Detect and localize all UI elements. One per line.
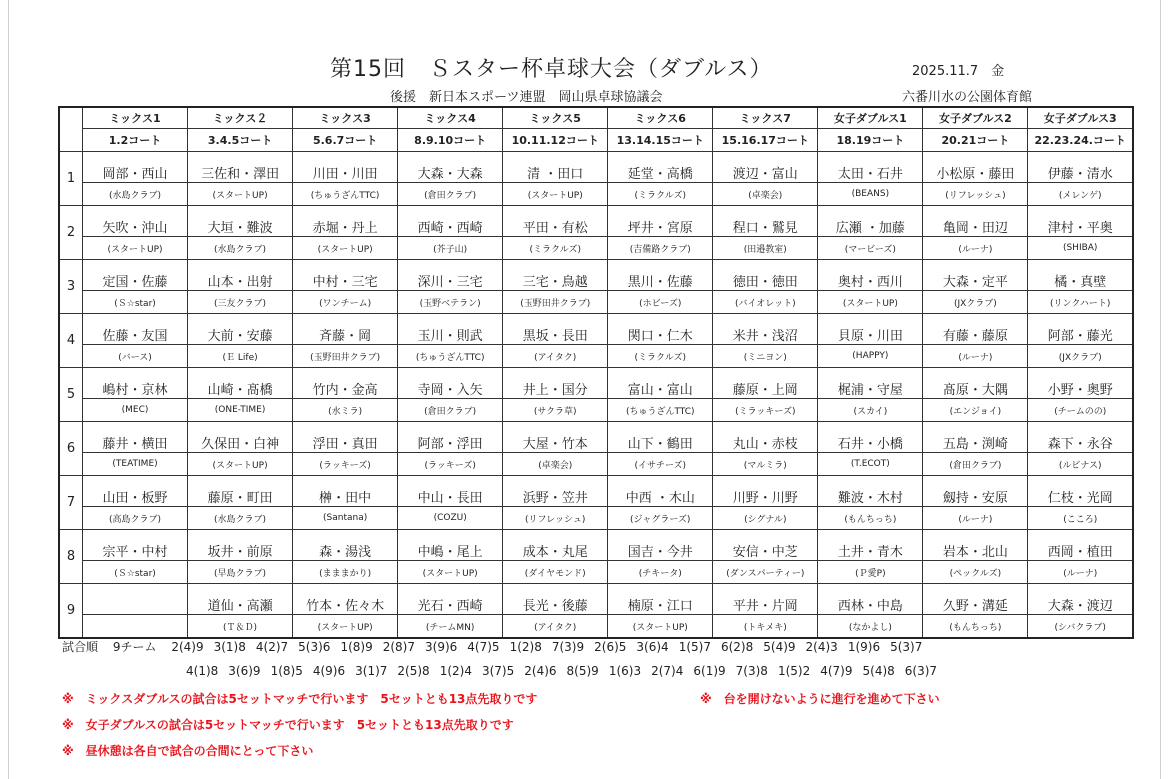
pair-names: 橘・真壁: [1028, 260, 1133, 291]
pair-names: 赤堀・丹上: [293, 206, 398, 237]
club-name: (Ｓ☆star): [83, 291, 188, 314]
match-order-item: 3(6)9: [228, 664, 261, 678]
court-header: 8.9.10コート: [398, 129, 503, 152]
pair-names: 玉川・則武: [398, 314, 503, 345]
schedule-table: [58, 106, 1134, 639]
club-name: (チキータ): [608, 561, 713, 584]
pair-names: [83, 584, 188, 615]
club-name: (まままかり): [293, 561, 398, 584]
pair-names: 山本・出射: [188, 260, 293, 291]
club-name: (ミラクルズ): [608, 345, 713, 368]
club-name: (ホビーズ): [608, 291, 713, 314]
pair-names: 道仙・高瀬: [188, 584, 293, 615]
pair-names: 浜野・笠井: [503, 476, 608, 507]
club-name: (倉田クラブ): [923, 453, 1028, 476]
club-name: (スタートUP): [188, 453, 293, 476]
club-name: (なかよし): [818, 615, 923, 639]
pair-names: 中村・三宅: [293, 260, 398, 291]
row-number: 4: [59, 314, 83, 368]
club-name: (スタートUP): [293, 615, 398, 639]
pair-names: 長光・後藤: [503, 584, 608, 615]
pair-names: 難波・木村: [818, 476, 923, 507]
pair-names: 丸山・赤枝: [713, 422, 818, 453]
category-header: ミックス7: [713, 107, 818, 129]
club-name: (田邉教室): [713, 237, 818, 260]
pair-names: 森下・永谷: [1028, 422, 1133, 453]
club-name: (Ｔ＆Ｄ): [188, 615, 293, 639]
match-order-item: 4(9)6: [312, 664, 346, 678]
pair-names: 斉藤・岡: [293, 314, 398, 345]
court-header: 10.11.12コート: [503, 129, 608, 152]
club-name: (吉備路クラブ): [608, 237, 713, 260]
club-names-row: [59, 237, 1133, 260]
pair-names: 程口・鷲見: [713, 206, 818, 237]
club-name: (倉田クラブ): [398, 183, 503, 206]
match-order-item: 1(5)2: [777, 664, 811, 678]
match-order-item: 5(4)9: [763, 640, 796, 654]
category-header: ミックス6: [608, 107, 713, 129]
category-header: ミックス4: [398, 107, 503, 129]
pair-names: 楠原・江口: [608, 584, 713, 615]
pair-names: 中嶋・尾上: [398, 530, 503, 561]
club-name: (ちゅうざんTTC): [398, 345, 503, 368]
pair-names: 西林・中島: [818, 584, 923, 615]
club-name: (Ｐ愛P): [818, 561, 923, 584]
pair-names: 久保田・白神: [188, 422, 293, 453]
match-order-item: 8(5)9: [566, 664, 599, 678]
pair-names-row: [59, 584, 1133, 615]
court-header: 5.6.7コート: [293, 129, 398, 152]
match-order-item: 3(7)5: [481, 664, 515, 678]
club-name: (エンジョイ): [923, 399, 1028, 422]
pair-names: 西岡・植田: [1028, 530, 1133, 561]
row-number: 5: [59, 368, 83, 422]
match-order-item: 5(3)7: [890, 640, 923, 654]
club-names-row: [59, 345, 1133, 368]
pair-names: 津村・平奥: [1028, 206, 1133, 237]
club-name: (玉野田井クラブ): [293, 345, 398, 368]
match-order-item: 2(4)9: [171, 640, 204, 654]
row-number: 9: [59, 584, 83, 639]
club-name: (シバクラブ): [1028, 615, 1133, 639]
schedule-body: [59, 152, 1133, 639]
club-name: (スタートUP): [503, 183, 608, 206]
club-name: (ラッキーズ): [293, 453, 398, 476]
pair-names: 清 ・田口: [503, 152, 608, 183]
pair-names: 梶浦・守屋: [818, 368, 923, 399]
club-name: (サクラ草): [503, 399, 608, 422]
pair-names-row: [59, 476, 1133, 507]
match-order-item: 6(2)8: [720, 640, 754, 654]
row-number: 3: [59, 260, 83, 314]
club-name: (高島クラブ): [83, 507, 188, 530]
category-header: ミックス3: [293, 107, 398, 129]
page-edge-left: [8, 0, 9, 779]
club-name: (SHIBA): [1028, 237, 1133, 260]
pair-names: 佐藤・友国: [83, 314, 188, 345]
club-name: (ルーナ): [923, 345, 1028, 368]
pair-names: 嶋村・京林: [83, 368, 188, 399]
club-name: (玉野田井クラブ): [503, 291, 608, 314]
note-womens: ※ 女子ダブルスの試合は5セットマッチで行います 5セットとも13点先取りです: [62, 718, 514, 732]
pair-names: 伊藤・清水: [1028, 152, 1133, 183]
pair-names: 森・湯浅: [293, 530, 398, 561]
club-name: (スタートUP): [293, 237, 398, 260]
match-order-label: 試合順: [62, 640, 99, 654]
club-name: (ミラクルズ): [503, 237, 608, 260]
club-name: (ちゅうざんTTC): [608, 399, 713, 422]
club-name: (卓楽会): [713, 183, 818, 206]
pair-names: 平井・片岡: [713, 584, 818, 615]
club-name: (リフレッシュ): [923, 183, 1028, 206]
pair-names: 宗平・中村: [83, 530, 188, 561]
club-name: (ペックルズ): [923, 561, 1028, 584]
pair-names-row: [59, 314, 1133, 345]
pair-names-row: [59, 206, 1133, 237]
match-order-line-1: [62, 638, 942, 655]
club-name: (ダンスパーティー): [713, 561, 818, 584]
club-name: (ダイヤモンド): [503, 561, 608, 584]
court-header: 20.21コート: [923, 129, 1028, 152]
pair-names: 久野・溝延: [923, 584, 1028, 615]
club-name: (水島クラブ): [83, 183, 188, 206]
court-header-row: [59, 129, 1133, 152]
match-order-item: 2(6)5: [594, 640, 627, 654]
category-header-row: [59, 107, 1133, 129]
pair-names: 大前・安藤: [188, 314, 293, 345]
pair-names: 寺岡・入矢: [398, 368, 503, 399]
club-name: (HAPPY): [818, 345, 923, 368]
club-names-row: [59, 291, 1133, 314]
pair-names: 定国・佐藤: [83, 260, 188, 291]
note-lunch: ※ 昼休憩は各自で試合の合間にとって下さい: [62, 744, 314, 758]
pair-names: 坂井・前原: [188, 530, 293, 561]
pair-names: 西崎・西崎: [398, 206, 503, 237]
match-order-item: 1(2)4: [439, 664, 472, 678]
page-title: 第15回 Ｓスター杯卓球大会（ダブルス）: [330, 57, 773, 82]
club-name: (アイタク): [503, 345, 608, 368]
pair-names: 徳田・徳田: [713, 260, 818, 291]
pair-names: 石井・小橋: [818, 422, 923, 453]
pair-names: 劔持・安原: [923, 476, 1028, 507]
pair-names: 大森・定平: [923, 260, 1028, 291]
pair-names-row: [59, 530, 1133, 561]
pair-names: 川野・川野: [713, 476, 818, 507]
club-name: (ミラクルズ): [608, 183, 713, 206]
club-name: (早島クラブ): [188, 561, 293, 584]
club-name: (スタートUP): [188, 183, 293, 206]
match-order-list-2: [186, 664, 947, 678]
pair-names: 成本・丸尾: [503, 530, 608, 561]
pair-names: 藤原・上岡: [713, 368, 818, 399]
club-name: (チームのの): [1028, 399, 1133, 422]
club-name: (スタートUP): [608, 615, 713, 639]
category-header: 女子ダブルス2: [923, 107, 1028, 129]
club-name: (ラッキーズ): [398, 453, 503, 476]
pair-names: 阿部・藤光: [1028, 314, 1133, 345]
match-order-item: 4(2)7: [255, 640, 289, 654]
court-header: 18.19コート: [818, 129, 923, 152]
match-order-item: 4(1)8: [186, 664, 219, 678]
club-name: (Santana): [293, 507, 398, 530]
pair-names: 国吉・今井: [608, 530, 713, 561]
pair-names: 安信・中芝: [713, 530, 818, 561]
pair-names: 延堂・高橋: [608, 152, 713, 183]
club-name: (マルミラ): [713, 453, 818, 476]
category-header: 女子ダブルス3: [1028, 107, 1133, 129]
category-header: ミックス２: [188, 107, 293, 129]
club-name: (スカイ): [818, 399, 923, 422]
pair-names: 山田・板野: [83, 476, 188, 507]
pair-names: 矢吹・沖山: [83, 206, 188, 237]
club-name: (Ｅ Life): [188, 345, 293, 368]
match-order-item: 3(1)8: [213, 640, 246, 654]
match-order-item: 2(8)7: [382, 640, 415, 654]
match-order-item: 3(1)7: [355, 664, 388, 678]
match-order-item: 1(9)6: [847, 640, 881, 654]
club-name: (ルーナ): [923, 507, 1028, 530]
court-header: 1.2コート: [83, 129, 188, 152]
club-name: (水島クラブ): [188, 237, 293, 260]
club-name: (BEANS): [818, 183, 923, 206]
pair-names: 岩本・北山: [923, 530, 1028, 561]
match-order-item: 3(9)6: [425, 640, 458, 654]
club-name: (JXクラブ): [1028, 345, 1133, 368]
category-header: ミックス5: [503, 107, 608, 129]
pair-names: 三宅・鳥越: [503, 260, 608, 291]
pair-names: 山下・鶴田: [608, 422, 713, 453]
row-number: 2: [59, 206, 83, 260]
pair-names: 関口・仁木: [608, 314, 713, 345]
club-name: (MEC): [83, 399, 188, 422]
pair-names: 岡部・西山: [83, 152, 188, 183]
club-name: (JXクラブ): [923, 291, 1028, 314]
pair-names: 米井・浅沼: [713, 314, 818, 345]
pair-names: 三佐和・澤田: [188, 152, 293, 183]
match-order-item: 1(6)3: [608, 664, 642, 678]
club-name: (ちゅうざんTTC): [293, 183, 398, 206]
club-name: (COZU): [398, 507, 503, 530]
club-name: (Ｓ☆star): [83, 561, 188, 584]
match-order-teams: 9チーム: [112, 640, 157, 654]
venue: 六番川水の公園体育館: [902, 90, 1033, 105]
club-name: (玉野ベテラン): [398, 291, 503, 314]
club-name: (ONE-TIME): [188, 399, 293, 422]
match-order-item: 6(3)7: [904, 664, 938, 678]
match-order-item: 2(4)6: [524, 664, 557, 678]
pair-names-row: [59, 368, 1133, 399]
club-name: (ルーナ): [1028, 561, 1133, 584]
club-name: (もんちっち): [923, 615, 1028, 639]
club-name: (水島クラブ): [188, 507, 293, 530]
match-order-item: 5(3)6: [298, 640, 331, 654]
match-order-item: 1(8)9: [340, 640, 373, 654]
pair-names: 富山・富山: [608, 368, 713, 399]
club-name: (リフレッシュ): [503, 507, 608, 530]
pair-names: 大垣・難波: [188, 206, 293, 237]
pair-names: 深川・三宅: [398, 260, 503, 291]
match-order-item: 7(3)9: [551, 640, 585, 654]
pair-names: 坪井・宮原: [608, 206, 713, 237]
court-header: 13.14.15コート: [608, 129, 713, 152]
club-name: (TEATIME): [83, 453, 188, 476]
pair-names: 奥村・西川: [818, 260, 923, 291]
club-name: (シグナル): [713, 507, 818, 530]
pair-names: 阿部・浮田: [398, 422, 503, 453]
page-edge-right: [1160, 0, 1161, 779]
pair-names: 藤井・横田: [83, 422, 188, 453]
pair-names: 太田・石井: [818, 152, 923, 183]
note-mixed: ※ ミックスダブルスの試合は5セットマッチで行います 5セットとも13点先取りです: [62, 692, 538, 706]
match-order-item: 1(8)5: [270, 664, 303, 678]
club-name: (バイオレット): [713, 291, 818, 314]
pair-names: 川田・川田: [293, 152, 398, 183]
match-order-item: 2(7)4: [651, 664, 684, 678]
club-name: (芥子山): [398, 237, 503, 260]
pair-names: 大森・渡辺: [1028, 584, 1133, 615]
support-line: 後援 新日本スポーツ連盟 岡山県卓球協議会: [390, 90, 663, 105]
pair-names-row: [59, 422, 1133, 453]
pair-names: 井上・国分: [503, 368, 608, 399]
row-number-header: [59, 107, 83, 152]
match-order-item: 1(2)8: [509, 640, 542, 654]
pair-names: 藤原・町田: [188, 476, 293, 507]
pair-names: 中山・長田: [398, 476, 503, 507]
pair-names: 五島・渕崎: [923, 422, 1028, 453]
pair-names: 仁枝・光岡: [1028, 476, 1133, 507]
row-number: 8: [59, 530, 83, 584]
note-progress: ※ 台を開けないように進行を進めて下さい: [700, 692, 940, 706]
pair-names: 小野・奥野: [1028, 368, 1133, 399]
club-name: (ルーナ): [923, 237, 1028, 260]
pair-names-row: [59, 152, 1133, 183]
club-name: (ワンチーム): [293, 291, 398, 314]
pair-names: 広瀬 ・加藤: [818, 206, 923, 237]
club-name: (イサチーズ): [608, 453, 713, 476]
club-name: (T.ECOT): [818, 453, 923, 476]
club-name: (スタートUP): [83, 237, 188, 260]
pair-names: 中西 ・木山: [608, 476, 713, 507]
club-name: (チームMN): [398, 615, 503, 639]
pair-names: 亀岡・田辺: [923, 206, 1028, 237]
pair-names: 山崎・髙橋: [188, 368, 293, 399]
match-order-item: 4(7)9: [820, 664, 853, 678]
club-name: [83, 615, 188, 639]
match-order-item: 2(5)8: [397, 664, 430, 678]
club-name: (マービーズ): [818, 237, 923, 260]
pair-names: 渡辺・富山: [713, 152, 818, 183]
match-order-item: 3(6)4: [636, 640, 669, 654]
club-name: (ミニヨン): [713, 345, 818, 368]
club-name: (アイタク): [503, 615, 608, 639]
club-name: (スタートUP): [398, 561, 503, 584]
category-header: 女子ダブルス1: [818, 107, 923, 129]
match-order-item: 1(5)7: [678, 640, 711, 654]
row-number: 7: [59, 476, 83, 530]
club-name: (こころ): [1028, 507, 1133, 530]
match-order-item: 7(3)8: [735, 664, 768, 678]
pair-names: 黒川・佐藤: [608, 260, 713, 291]
club-name: (メレンゲ): [1028, 183, 1133, 206]
club-names-row: [59, 615, 1133, 639]
club-name: (三友クラブ): [188, 291, 293, 314]
row-number: 1: [59, 152, 83, 206]
club-name: (トキメキ): [713, 615, 818, 639]
club-names-row: [59, 561, 1133, 584]
pair-names: 光石・西崎: [398, 584, 503, 615]
club-name: (水ミラ): [293, 399, 398, 422]
pair-names: 有藤・藤原: [923, 314, 1028, 345]
pair-names: 浮田・真田: [293, 422, 398, 453]
match-order-line-2: [186, 664, 957, 678]
pair-names: 平田・有松: [503, 206, 608, 237]
match-order-item: 4(7)5: [467, 640, 500, 654]
pair-names: 土井・青木: [818, 530, 923, 561]
match-order-item: 2(4)3: [805, 640, 838, 654]
pair-names: 竹本・佐々木: [293, 584, 398, 615]
club-names-row: [59, 507, 1133, 530]
club-name: (卓楽会): [503, 453, 608, 476]
club-name: (リンクハート): [1028, 291, 1133, 314]
club-name: (ルビナス): [1028, 453, 1133, 476]
club-names-row: [59, 453, 1133, 476]
club-name: (バース): [83, 345, 188, 368]
pair-names: 竹内・金高: [293, 368, 398, 399]
pair-names: 大森・大森: [398, 152, 503, 183]
pair-names: 貝原・川田: [818, 314, 923, 345]
match-order-list-1: [171, 640, 932, 654]
pair-names: 榊・田中: [293, 476, 398, 507]
club-names-row: [59, 399, 1133, 422]
pair-names: 髙原・大隅: [923, 368, 1028, 399]
court-header: 3.4.5コート: [188, 129, 293, 152]
club-names-row: [59, 183, 1133, 206]
row-number: 6: [59, 422, 83, 476]
match-order-item: 6(1)9: [693, 664, 726, 678]
club-name: (ミラッキーズ): [713, 399, 818, 422]
club-name: (スタートUP): [818, 291, 923, 314]
court-header: 22.23.24.コート: [1028, 129, 1133, 152]
pair-names: 黒坂・長田: [503, 314, 608, 345]
club-name: (もんちっち): [818, 507, 923, 530]
pair-names: 小松原・藤田: [923, 152, 1028, 183]
event-date: 2025.11.7 金: [912, 64, 1005, 79]
court-header: 15.16.17コート: [713, 129, 818, 152]
category-header: ミックス1: [83, 107, 188, 129]
club-name: (ジャグラーズ): [608, 507, 713, 530]
pair-names-row: [59, 260, 1133, 291]
club-name: (倉田クラブ): [398, 399, 503, 422]
match-order-item: 5(4)8: [862, 664, 895, 678]
pair-names: 大屋・竹本: [503, 422, 608, 453]
